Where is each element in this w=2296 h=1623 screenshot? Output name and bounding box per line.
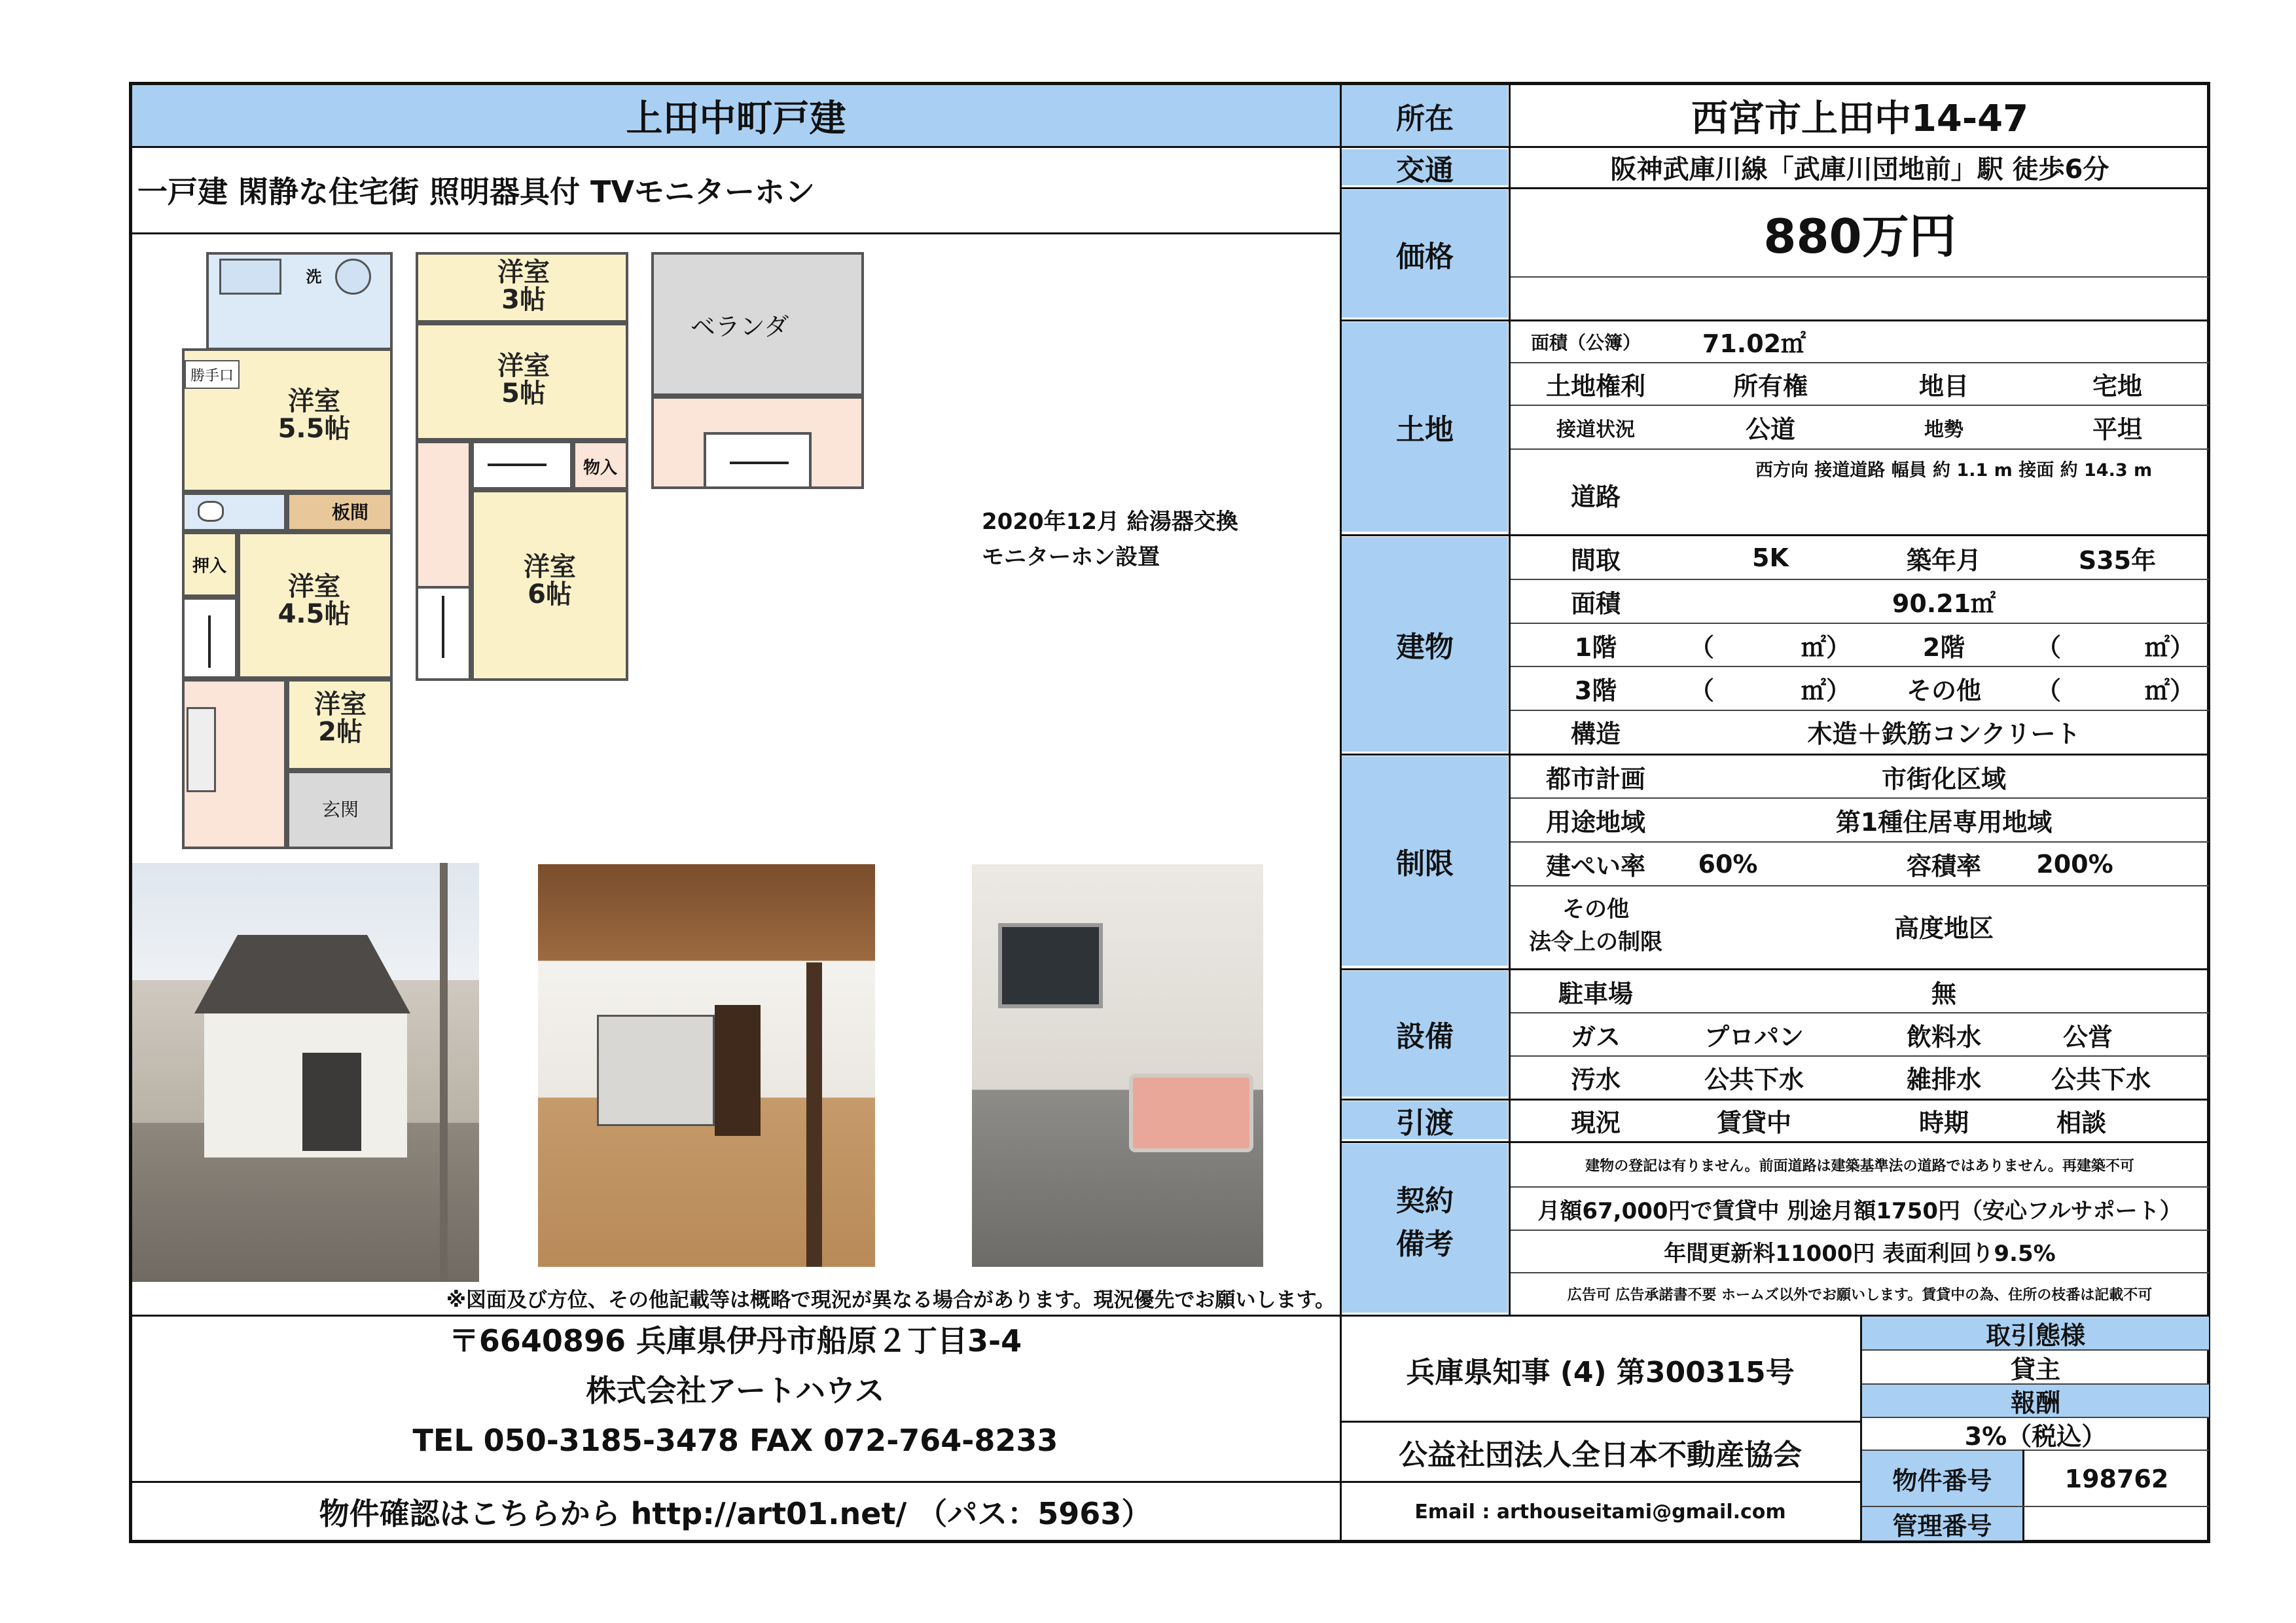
land-area-label: 面積（公簿） — [1530, 331, 1641, 354]
renovation-note — [982, 504, 1238, 575]
stairs-left-arrow-icon — [730, 462, 789, 464]
remarks-line-3: 年間更新料11000円 表面利回り9.5% — [1664, 1241, 2056, 1267]
floor1-paren-close: ㎡） — [1801, 632, 1851, 662]
room-5-5-label: 洋室 5.5帖 — [278, 386, 351, 444]
company-email[interactable]: Email : arthouseitami@gmail.com — [1414, 1500, 1786, 1523]
land-area-value: 71.02㎡ — [1702, 329, 1806, 358]
stairs-right-arrow-icon — [488, 464, 547, 466]
property-check-link[interactable]: 物件確認はこちらから http://art01.net/ （パス：5963） — [319, 1496, 1152, 1531]
floor-other-paren-open: （ — [2036, 676, 2061, 705]
handover-time-label: 時期 — [1918, 1108, 1969, 1137]
land-road-label: 道路 — [1570, 482, 1621, 511]
remarks-line-1: 建物の登記は有りません。前面道路は建築基準法の道路ではありません。再建築不可 — [1585, 1158, 2134, 1175]
stove-icon — [187, 707, 216, 792]
other-law-label-1: その他 — [1562, 896, 1629, 922]
land-chimoku-label: 地目 — [1918, 372, 1969, 401]
mgmt-id-label: 管理番号 — [1892, 1512, 1992, 1541]
board-floor-label: 板間 — [331, 501, 368, 523]
layout-label: 間取 — [1570, 545, 1621, 575]
entrance-label: 玄関 — [321, 798, 359, 820]
floor2-paren-open: （ — [2036, 632, 2061, 662]
other-law-value: 高度地区 — [1893, 913, 1994, 943]
city-plan-label: 都市計画 — [1545, 765, 1645, 793]
veranda-stairs — [704, 432, 812, 489]
land-right-label: 土地権利 — [1545, 372, 1645, 401]
bcr-value: 60% — [1698, 849, 1758, 879]
structure-value: 木造＋鉄筋コンクリート — [1807, 720, 2081, 748]
room-4-5-label: 洋室 4.5帖 — [278, 572, 351, 629]
mgmt-id-value — [2024, 1507, 2209, 1541]
floor1-paren-open: （ — [1689, 632, 1714, 662]
transport-label: 交通 — [1396, 153, 1454, 187]
floor3-paren-open: （ — [1689, 676, 1714, 705]
remarks-label-1: 契約 — [1396, 1184, 1454, 1218]
floor3-paren-close: ㎡） — [1801, 676, 1851, 705]
transport-value: 阪神武庫川線「武庫川団地前」駅 徒歩6分 — [1610, 155, 2109, 185]
handover-label: 引渡 — [1396, 1106, 1454, 1140]
storage-label: 物入 — [583, 458, 617, 478]
veranda-label: ベランダ — [690, 312, 789, 341]
land-road-status-label: 接道状況 — [1556, 418, 1635, 441]
building-label: 建物 — [1396, 630, 1454, 664]
deal-type-value: 貸主 — [2010, 1355, 2060, 1384]
land-chimoku-value: 宅地 — [2092, 372, 2142, 401]
bathtub-icon — [219, 259, 281, 295]
floor2-label: 2階 — [1922, 632, 1965, 662]
floor3-label: 3階 — [1574, 676, 1617, 705]
closet-label: 押入 — [192, 556, 226, 576]
toilet-icon — [198, 501, 224, 522]
use-zone-label: 用途地域 — [1545, 808, 1645, 837]
bathroom-photo — [972, 864, 1263, 1267]
water-value: 公営 — [2062, 1022, 2113, 1051]
land-right-value: 所有権 — [1732, 372, 1808, 401]
interior-photo — [538, 864, 875, 1267]
sewage-value: 公共下水 — [1704, 1065, 1804, 1094]
land-road-status-value: 公道 — [1745, 415, 1795, 444]
company-tel: TEL 050-3185-3478 FAX 072-764-8233 — [412, 1423, 1058, 1458]
structure-label: 構造 — [1570, 720, 1621, 748]
remarks-label-2: 備考 — [1396, 1228, 1454, 1261]
land-terrain-label: 地勢 — [1924, 418, 1964, 441]
location-value: 西宮市上田中14-47 — [1691, 97, 2029, 140]
floor2-paren-close: ㎡） — [2144, 632, 2195, 662]
far-value: 200% — [2036, 849, 2113, 879]
built-value: S35年 — [2078, 545, 2157, 575]
handover-status-label: 現況 — [1570, 1108, 1621, 1137]
room-3-label: 洋室 3帖 — [497, 257, 550, 315]
building-area-value: 90.21㎡ — [1892, 589, 1996, 618]
remarks-line-2: 月額67,000円で賃貸中 別途月額1750円（安心フルサポート） — [1537, 1197, 2182, 1224]
floor-other-label: その他 — [1906, 676, 1981, 705]
floor1-label: 1階 — [1574, 632, 1617, 662]
sewage-label: 汚水 — [1570, 1065, 1621, 1094]
room-2-label: 洋室 2帖 — [314, 689, 367, 747]
facility-label: 設備 — [1396, 1020, 1454, 1053]
other-law-label-2: 法令上の制限 — [1529, 928, 1662, 955]
back-door-label: 勝手口 — [185, 360, 240, 389]
drain-label: 雑排水 — [1906, 1065, 1981, 1094]
city-plan-value: 市街化区域 — [1881, 765, 2006, 793]
fee-value: 3%（税込） — [1964, 1421, 2107, 1451]
license-number: 兵庫県知事 (4) 第300315号 — [1406, 1356, 1795, 1389]
bcr-label: 建ぺい率 — [1545, 852, 1645, 881]
price-label: 価格 — [1396, 240, 1454, 274]
land-terrain-value: 平坦 — [2092, 415, 2142, 444]
built-label: 築年月 — [1906, 545, 1981, 575]
gas-value: プロパン — [1704, 1022, 1804, 1051]
company-info — [131, 1319, 1340, 1408]
land-road-value: 西方向 接道道路 幅員 約 1.1 m 接面 約 14.3 m — [1755, 460, 2153, 481]
land-label: 土地 — [1396, 413, 1454, 447]
renovation-note-line-2: モニターホン設置 — [982, 544, 1160, 571]
washbasin-icon — [335, 259, 371, 295]
layout-value: 5K — [1752, 543, 1789, 572]
handover-status-value: 賃貸中 — [1716, 1108, 1791, 1137]
disclaimer: ※図面及び方位、その他記載等は概略で現況が異なる場合があります。現況優先でお願いします。 — [446, 1288, 1335, 1312]
exterior-photo — [132, 863, 479, 1282]
page-title: 上田中町戸建 — [626, 97, 846, 140]
location-label: 所在 — [1396, 101, 1454, 136]
handover-time-value: 相談 — [2056, 1108, 2106, 1137]
wash-label: 洗 — [306, 267, 322, 286]
use-zone-value: 第1種住居専用地域 — [1835, 808, 2053, 837]
tagline: 一戸建 閑静な住宅街 照明器具付 TVモニターホン — [137, 174, 816, 210]
stairs-down-arrow-icon — [442, 596, 444, 658]
company-name: 株式会社アートハウス — [586, 1372, 885, 1408]
association: 公益社団法人全日本不動産協会 — [1399, 1438, 1802, 1472]
room-6-label: 洋室 6帖 — [524, 552, 576, 610]
remarks-line-4: 広告可 広告承諾書不要 ホームズ以外でお願いします。賃貸中の為、住所の枝番は記載不可 — [1567, 1286, 2153, 1304]
room-5-label: 洋室 5帖 — [497, 351, 550, 409]
parking-label: 駐車場 — [1558, 979, 1633, 1008]
price-value: 880万円 — [1763, 209, 1956, 264]
fee-label: 報酬 — [2010, 1388, 2060, 1417]
floor-other-paren-close: ㎡） — [2144, 676, 2195, 705]
water-label: 飲料水 — [1906, 1022, 1981, 1051]
parking-value: 無 — [1931, 979, 1956, 1008]
gas-label: ガス — [1570, 1022, 1621, 1051]
property-id-label: 物件番号 — [1892, 1467, 1992, 1495]
building-area-label: 面積 — [1570, 589, 1621, 618]
company-address: 〒6640896 兵庫県伊丹市船原２丁目3-4 — [448, 1322, 1022, 1359]
restriction-label: 制限 — [1396, 847, 1454, 881]
drain-value: 公共下水 — [2051, 1065, 2151, 1094]
property-id-value: 198762 — [2064, 1464, 2169, 1493]
renovation-note-line-1: 2020年12月 給湯器交換 — [982, 509, 1238, 535]
far-label: 容積率 — [1906, 852, 1981, 881]
deal-type-label: 取引態様 — [1985, 1321, 2085, 1350]
stairs-up-arrow-icon — [208, 615, 211, 668]
